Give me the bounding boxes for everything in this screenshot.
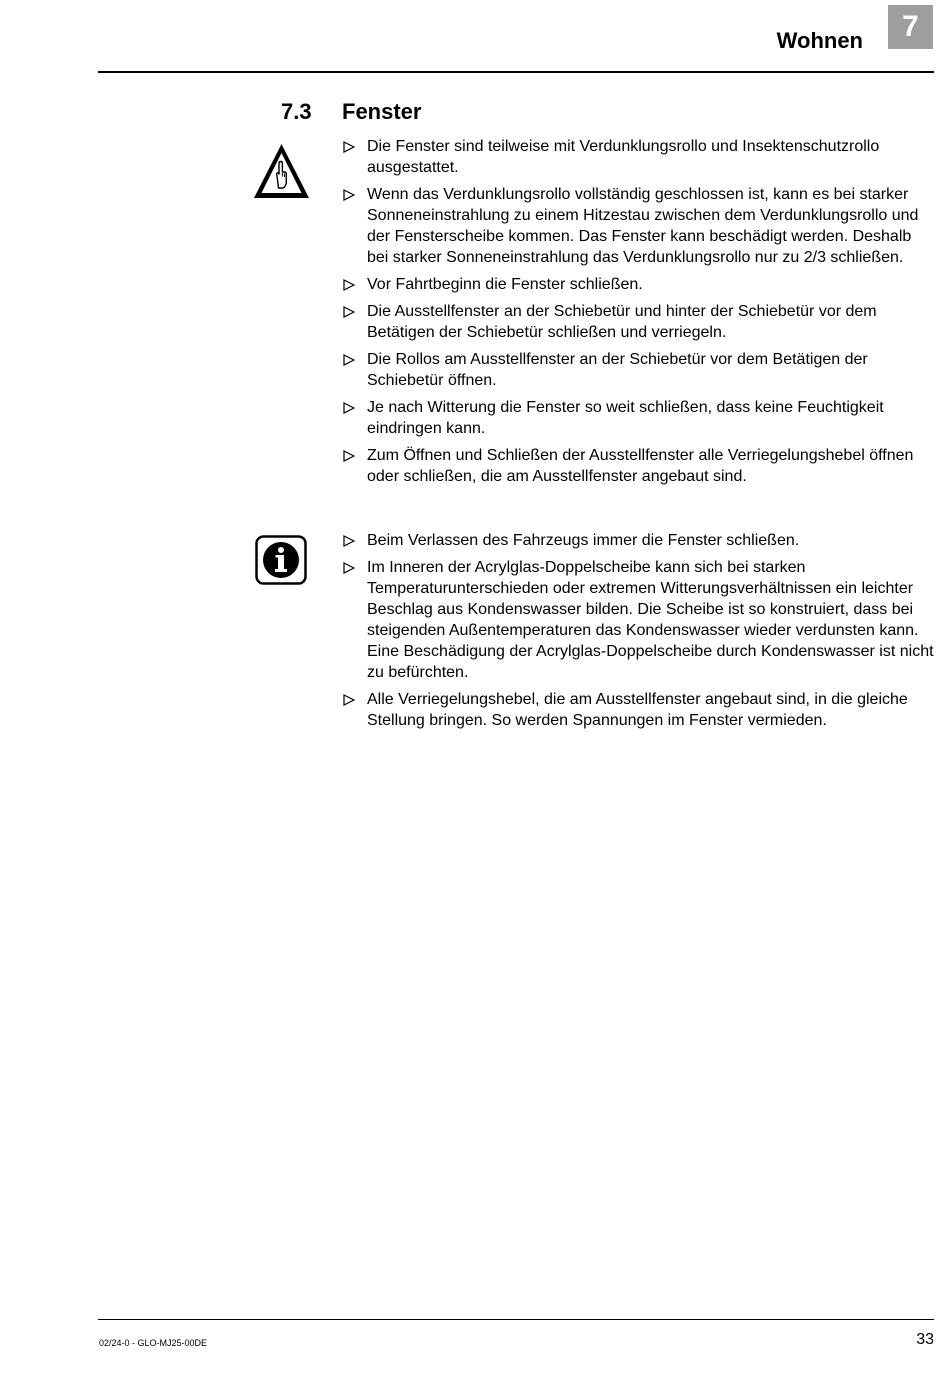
list-item <box>342 274 934 295</box>
triangle-bullet-icon <box>343 189 355 201</box>
list-item-text: Die Fenster sind teilweise mit Verdunklungsrollo und Insektenschutzrollo ausgestattet. <box>367 138 880 176</box>
list-item-text: Die Ausstellfenster an der Schiebetür und hinter der Schiebetür vor dem Betätigen der Schiebetür schließen und verriegeln. <box>367 303 877 341</box>
page-number: 33 <box>916 1331 934 1348</box>
chapter-number-box: 7 <box>888 5 933 49</box>
header-title: Wohnen <box>776 28 863 53</box>
footer-rule <box>98 1319 934 1320</box>
list-item <box>342 557 934 683</box>
header-rule <box>98 71 934 73</box>
list-item-text: Je nach Witterung die Fenster so weit schließen, dass keine Feuchtigkeit eindringen kann. <box>367 399 884 437</box>
warning-list <box>342 136 934 493</box>
section-title: Fenster <box>342 99 422 124</box>
list-item <box>342 136 934 178</box>
list-item <box>342 397 934 439</box>
triangle-bullet-icon <box>343 562 355 574</box>
triangle-bullet-icon <box>343 402 355 414</box>
list-item <box>342 184 934 268</box>
list-item <box>342 530 934 551</box>
warning-hand-icon <box>251 140 312 202</box>
list-item-text: Wenn das Verdunklungsrollo vollständig geschlossen ist, kann es bei starker Sonneneinstrahlung zu einem Hitzestau zwischen dem Verdunklungsrollo und der Fensterscheibe kommen. Das Fenster kann beschädigt werden. Deshalb bei starker Sonneneinstrahlung das Verdunklungsrollo nur zu 2/3 schließen. <box>367 186 919 266</box>
triangle-bullet-icon <box>343 450 355 462</box>
triangle-bullet-icon <box>343 306 355 318</box>
section-number: 7.3 <box>281 99 312 124</box>
triangle-bullet-icon <box>343 279 355 291</box>
info-list <box>342 530 934 737</box>
list-item-text: Die Rollos am Ausstellfenster an der Schiebetür vor dem Betätigen der Schiebetür öffnen. <box>367 351 868 389</box>
list-item <box>342 445 934 487</box>
list-item-text: Beim Verlassen des Fahrzeugs immer die Fenster schließen. <box>367 532 800 549</box>
list-item <box>342 349 934 391</box>
triangle-bullet-icon <box>343 535 355 547</box>
info-icon <box>255 535 307 585</box>
footer-document-code: 02/24-0 - GLO-MJ25-00DE <box>99 1338 208 1348</box>
triangle-bullet-icon <box>343 141 355 153</box>
list-item <box>342 689 934 731</box>
triangle-bullet-icon <box>343 694 355 706</box>
list-item-text: Zum Öffnen und Schließen der Ausstellfenster alle Verriegelungshebel öffnen oder schließen, die am Ausstellfenster angebaut sind. <box>367 447 914 485</box>
list-item <box>342 301 934 343</box>
list-item-text: Im Inneren der Acrylglas-Doppelscheibe kann sich bei starken Temperaturunterschieden oder extremen Witterungsverhältnissen ein leichter Beschlag aus Kondenswasser bilden. Die Scheibe ist so konstruiert, dass bei steigenden Außentemperaturen das Kondenswasser wieder verdunsten kann. Eine Beschädigung der Acrylglas-Doppelscheibe durch Kondenswasser ist nicht zu befürchten. <box>367 559 934 681</box>
list-item-text: Vor Fahrtbeginn die Fenster schließen. <box>367 276 643 293</box>
list-item-text: Alle Verriegelungshebel, die am Ausstellfenster angebaut sind, in die gleiche Stellung bringen. So werden Spannungen im Fenster vermieden. <box>367 691 908 729</box>
triangle-bullet-icon <box>343 354 355 366</box>
